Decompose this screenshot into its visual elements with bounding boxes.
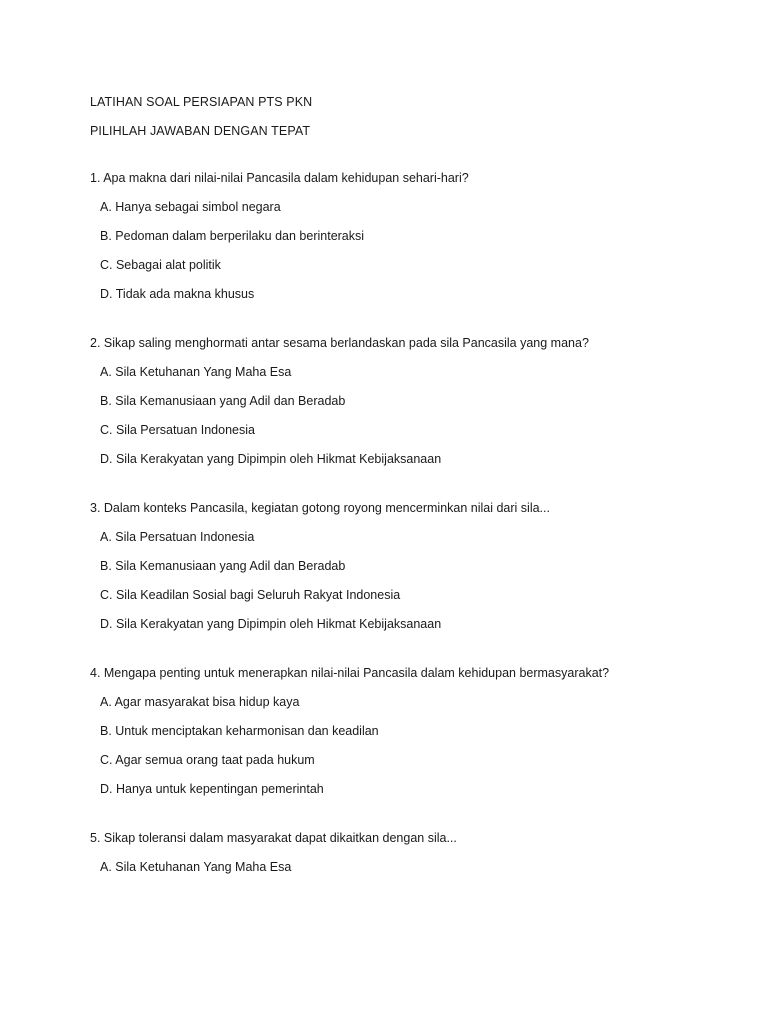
answer-options (90, 197, 730, 304)
answer-options (90, 362, 730, 469)
answer-option-c: C. Sila Persatuan Indonesia (100, 423, 255, 437)
answer-option-d: D. Hanya untuk kepentingan pemerintah (100, 782, 324, 796)
answer-option-b: B. Untuk menciptakan keharmonisan dan keadilan (100, 724, 379, 738)
question-text: 1. Apa makna dari nilai-nilai Pancasila dalam kehidupan sehari-hari? (90, 171, 469, 185)
answer-option-c: C. Sila Keadilan Sosial bagi Seluruh Rakyat Indonesia (100, 588, 401, 602)
question-2 (90, 333, 730, 469)
answer-option-a: A. Hanya sebagai simbol negara (100, 200, 281, 214)
answer-option-c: C. Sebagai alat politik (100, 258, 221, 272)
answer-options (90, 527, 730, 634)
question-5 (90, 828, 730, 877)
question-text: 3. Dalam konteks Pancasila, kegiatan gotong royong mencerminkan nilai dari sila... (90, 501, 550, 515)
question-3 (90, 498, 730, 634)
question-text: 5. Sikap toleransi dalam masyarakat dapat dikaitkan dengan sila... (90, 831, 457, 845)
answer-option-a: A. Sila Persatuan Indonesia (100, 530, 255, 544)
answer-option-d: D. Tidak ada makna khusus (100, 287, 255, 301)
document-header (90, 92, 730, 141)
question-1 (90, 168, 730, 304)
answer-options (90, 857, 730, 877)
document-instruction: PILIHLAH JAWABAN DENGAN TEPAT (90, 124, 311, 138)
question-text: 2. Sikap saling menghormati antar sesama berlandaskan pada sila Pancasila yang mana? (90, 336, 589, 350)
question-text: 4. Mengapa penting untuk menerapkan nilai-nilai Pancasila dalam kehidupan bermasyarakat? (90, 666, 610, 680)
answer-option-a: A. Sila Ketuhanan Yang Maha Esa (100, 860, 292, 874)
answer-option-a: A. Sila Ketuhanan Yang Maha Esa (100, 365, 292, 379)
answer-option-b: B. Sila Kemanusiaan yang Adil dan Beradab (100, 559, 346, 573)
answer-option-b: B. Sila Kemanusiaan yang Adil dan Beradab (100, 394, 346, 408)
document-content (90, 92, 730, 906)
answer-options (90, 692, 730, 799)
question-4 (90, 663, 730, 799)
answer-option-c: C. Agar semua orang taat pada hukum (100, 753, 315, 767)
answer-option-a: A. Agar masyarakat bisa hidup kaya (100, 695, 300, 709)
answer-option-d: D. Sila Kerakyatan yang Dipimpin oleh Hikmat Kebijaksanaan (100, 452, 442, 466)
document-title: LATIHAN SOAL PERSIAPAN PTS PKN (90, 95, 313, 109)
answer-option-d: D. Sila Kerakyatan yang Dipimpin oleh Hikmat Kebijaksanaan (100, 617, 442, 631)
answer-option-b: B. Pedoman dalam berperilaku dan berinteraksi (100, 229, 365, 243)
